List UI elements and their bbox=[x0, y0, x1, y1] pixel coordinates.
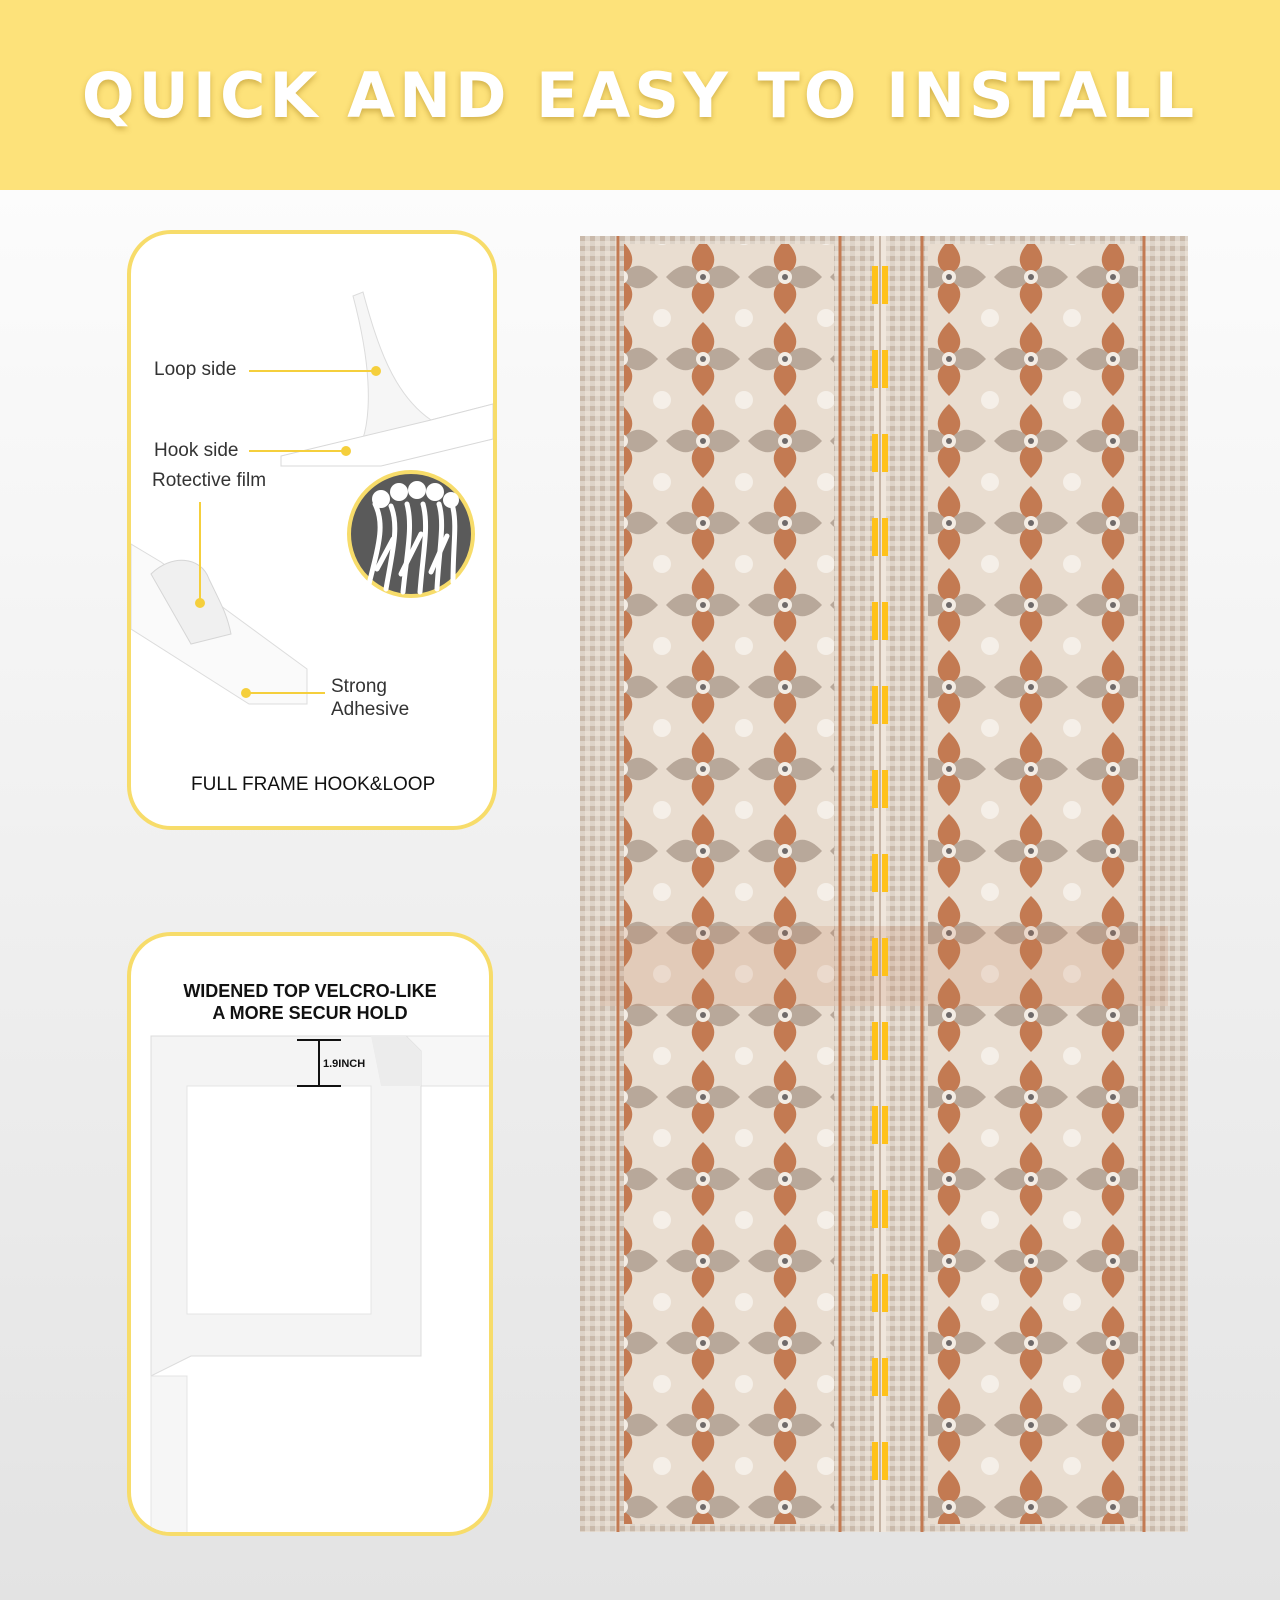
width-dimension-label: 1.9INCH bbox=[323, 1058, 366, 1070]
protective-film-leader bbox=[199, 502, 201, 602]
header-banner bbox=[0, 0, 1280, 190]
velcro-strip-illustration bbox=[131, 234, 497, 830]
widened-top-title-line2: A MORE SECUR HOLD bbox=[212, 1003, 408, 1023]
loop-side-leader bbox=[249, 370, 375, 372]
page-title: QUICK AND EASY TO INSTALL bbox=[81, 58, 1199, 132]
frame-tape-illustration bbox=[131, 936, 493, 1536]
hook-loop-caption: FULL FRAME HOOK&LOOP bbox=[191, 774, 436, 795]
adhesive-marker bbox=[241, 688, 251, 698]
screen-door-illustration bbox=[580, 236, 1188, 1532]
hook-side-label: Hook side bbox=[154, 440, 239, 461]
hook-side-marker bbox=[341, 446, 351, 456]
loop-side-label: Loop side bbox=[154, 359, 237, 380]
protective-film-marker bbox=[195, 598, 205, 608]
hook-loop-card bbox=[127, 230, 497, 830]
widened-top-card bbox=[127, 932, 493, 1536]
hook-side-leader bbox=[249, 450, 345, 452]
adhesive-label-line2: Adhesive bbox=[331, 699, 410, 720]
loop-side-marker bbox=[371, 366, 381, 376]
adhesive-label-line1: Strong bbox=[331, 676, 387, 697]
widened-top-title-line1: WIDENED TOP VELCRO-LIKE bbox=[183, 981, 437, 1001]
magnetic-screen-door bbox=[580, 236, 1188, 1532]
protective-film-label: Rotective film bbox=[152, 470, 267, 491]
adhesive-leader bbox=[249, 692, 325, 694]
